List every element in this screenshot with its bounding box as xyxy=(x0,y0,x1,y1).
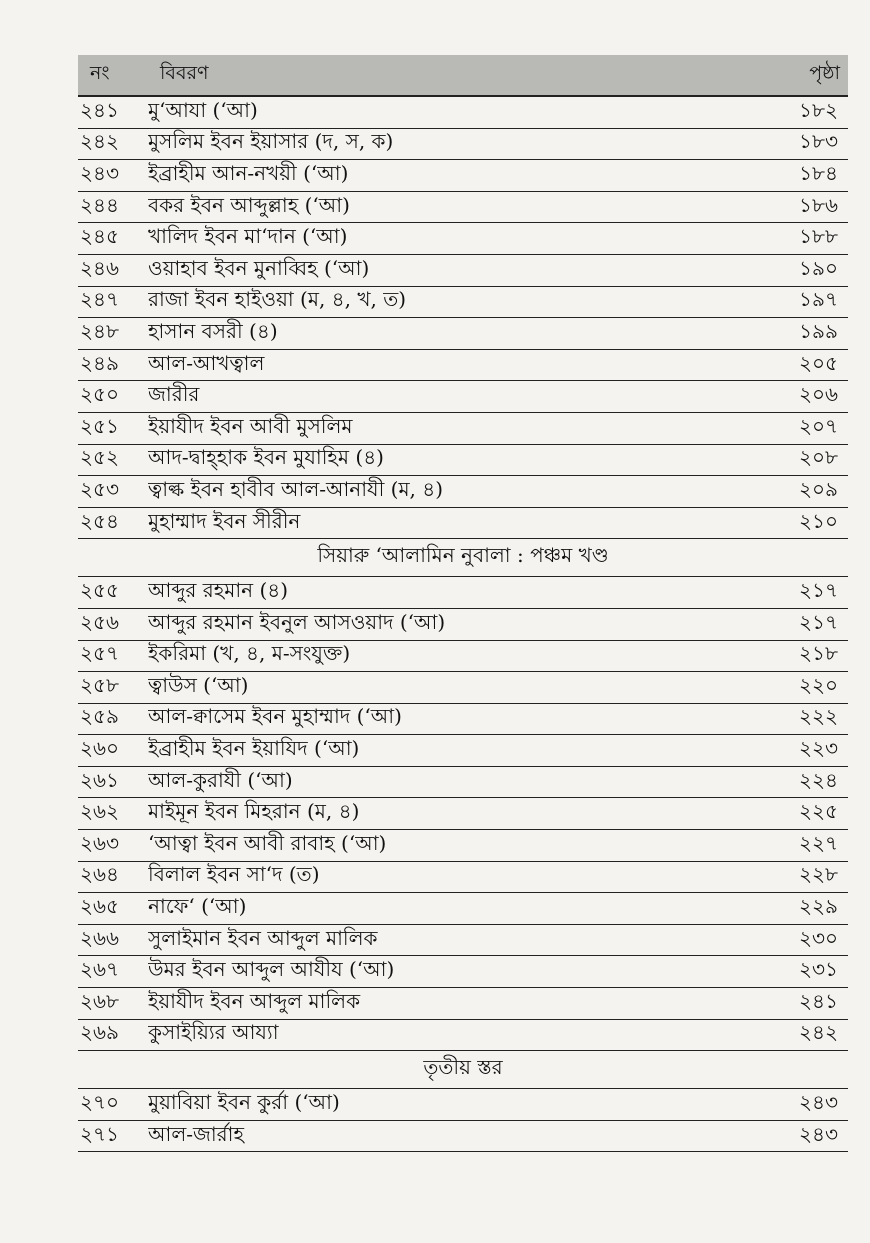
entry-number: ২৬১ xyxy=(80,767,119,792)
entry-description: সুলাইমান ইবন আব্দুল মালিক xyxy=(148,925,378,950)
table-row xyxy=(78,381,848,413)
entry-description: বিলাল ইবন সা‘দ (ত) xyxy=(148,862,320,887)
table-header xyxy=(78,55,848,97)
entry-page-number: ২২২ xyxy=(798,704,838,729)
table-row xyxy=(78,767,848,799)
entry-page-number: ২০৫ xyxy=(799,350,838,375)
entry-description: মুহাম্মাদ ইবন সীরীন xyxy=(148,508,301,533)
table-row xyxy=(78,735,848,767)
column-description-header: বিবরণ xyxy=(160,62,209,84)
entry-description: ইয়াযীদ ইবন আব্দুল মালিক xyxy=(148,988,361,1013)
entry-description: ইয়াযীদ ইবন আবী মুসলিম xyxy=(148,413,353,438)
entry-page-number: ২৪৩ xyxy=(799,1121,838,1146)
entry-number: ২৫২ xyxy=(80,445,119,470)
entry-description: উমর ইবন আব্দুল আযীয (‘আ) xyxy=(148,957,395,982)
entry-number: ২৪১ xyxy=(80,97,119,122)
table-row xyxy=(78,223,848,255)
table-row xyxy=(78,476,848,508)
entry-description: নাফে‘ (‘আ) xyxy=(148,894,247,919)
entry-description: খালিদ ইবন মা‘দান (‘আ) xyxy=(148,224,348,249)
table-row xyxy=(78,672,848,704)
entry-number: ২৭০ xyxy=(80,1090,120,1115)
entry-description: আল-আখত্বাল xyxy=(148,350,265,375)
entry-number: ২৫৯ xyxy=(80,704,119,729)
entry-description: মু‘আযা (‘আ) xyxy=(148,97,258,122)
table-row xyxy=(78,255,848,287)
table-row xyxy=(78,413,848,445)
entry-description: বকর ইবন আব্দুল্লাহ (‘আ) xyxy=(148,192,350,217)
entry-number: ২৫৭ xyxy=(80,641,119,666)
entry-description: আল-জার্রাহ xyxy=(148,1121,244,1146)
table-of-contents xyxy=(78,55,848,1152)
entry-description: ‘আত্বা ইবন আবী রাবাহ (‘আ) xyxy=(148,830,387,855)
entry-page-number: ২২৪ xyxy=(799,767,838,792)
entry-page-number: ১৮২ xyxy=(799,97,838,122)
entry-description: ওয়াহাব ইবন মুনাব্বিহ (‘আ) xyxy=(148,255,370,280)
table-row xyxy=(78,704,848,736)
entry-number: ২৬২ xyxy=(80,799,120,824)
entry-page-number: ১৮৪ xyxy=(799,160,838,185)
entry-page-number: ২৩০ xyxy=(798,925,838,950)
entry-page-number: ২১৭ xyxy=(799,609,838,634)
section-heading-volume-5: সিয়ারু ‘আলামিন নুবালা : পঞ্চম খণ্ড xyxy=(78,539,848,577)
entry-page-number: ২২৯ xyxy=(799,894,838,919)
table-row xyxy=(78,1121,848,1153)
entry-description: আদ-দ্বাহ্হাক ইবন মুযাহিম (৪) xyxy=(148,445,384,470)
table-row xyxy=(78,641,848,673)
entry-description: আল-ক্বাসেম ইবন মুহাম্মাদ (‘আ) xyxy=(148,704,402,729)
entry-number: ২৬৯ xyxy=(80,1020,119,1045)
entry-page-number: ১৯০ xyxy=(799,255,838,280)
entry-number: ২৫৪ xyxy=(80,508,119,533)
entry-description: হাসান বসরী (৪) xyxy=(148,318,278,343)
entry-group-3 xyxy=(78,1089,848,1152)
entry-number: ২৬৮ xyxy=(80,988,119,1013)
entry-number: ২৪৯ xyxy=(80,350,119,375)
entry-number: ২৬০ xyxy=(80,736,120,761)
entry-number: ২৪৮ xyxy=(80,318,119,343)
entry-page-number: ১৮৬ xyxy=(799,192,838,217)
entry-page-number: ১৮৮ xyxy=(799,224,838,249)
entry-group-2 xyxy=(78,577,848,1051)
entry-page-number: ২১০ xyxy=(799,508,838,533)
entry-number: ২৬৪ xyxy=(80,862,119,887)
table-row xyxy=(78,287,848,319)
entry-group-1 xyxy=(78,97,848,539)
table-row xyxy=(78,893,848,925)
entry-page-number: ২০৮ xyxy=(799,445,838,470)
entry-number: ২৫৩ xyxy=(80,476,119,501)
entry-description: মুসলিম ইবন ইয়াসার (দ, স, ক) xyxy=(148,129,394,154)
table-row xyxy=(78,129,848,161)
entry-number: ২৪৫ xyxy=(80,224,119,249)
entry-number: ২৬৭ xyxy=(80,957,120,982)
entry-page-number: ২০৬ xyxy=(798,382,838,407)
table-row xyxy=(78,925,848,957)
table-row xyxy=(78,577,848,609)
table-row xyxy=(78,508,848,540)
table-row xyxy=(78,97,848,129)
entry-description: ইকরিমা (খ, ৪, ম-সংযুক্ত) xyxy=(148,641,351,666)
table-row xyxy=(78,609,848,641)
entry-page-number: ২২৮ xyxy=(799,862,838,887)
table-row xyxy=(78,798,848,830)
column-number-header: নং xyxy=(90,62,110,84)
table-row xyxy=(78,1089,848,1121)
table-row xyxy=(78,350,848,382)
entry-number: ২৪৬ xyxy=(80,255,119,280)
entry-description: রাজা ইবন হাইওয়া (ম, ৪, খ, ত) xyxy=(148,287,407,312)
table-row xyxy=(78,956,848,988)
entry-page-number: ২১৮ xyxy=(799,641,838,666)
entry-description: কুসাইয়্যির আয্যা xyxy=(148,1020,279,1045)
entry-description: ত্বাউস (‘আ) xyxy=(148,672,249,697)
entry-page-number: ২২০ xyxy=(798,672,838,697)
entry-description: আব্দুর রহমান (৪) xyxy=(148,578,289,603)
entry-page-number: ২১৭ xyxy=(799,578,838,603)
entry-page-number: ১৯৯ xyxy=(799,318,838,343)
section-heading-third-tier: তৃতীয় স্তর xyxy=(78,1051,848,1089)
table-row xyxy=(78,988,848,1020)
entry-description: আল-কুরাযী (‘আ) xyxy=(148,767,293,792)
entry-page-number: ২৪১ xyxy=(799,988,838,1013)
table-row xyxy=(78,192,848,224)
entry-description: ত্বাল্ক ইবন হাবীব আল-আনাযী (ম, ৪) xyxy=(148,476,444,501)
entry-page-number: ১৮৩ xyxy=(799,129,838,154)
entry-number: ২৬৬ xyxy=(80,925,120,950)
entry-number: ২৪৪ xyxy=(80,192,119,217)
table-row xyxy=(78,830,848,862)
entry-description: মাইমূন ইবন মিহরান (ম, ৪) xyxy=(148,799,360,824)
entry-page-number: ২৪২ xyxy=(799,1020,838,1045)
entry-description: ইব্রাহীম ইবন ইয়াযিদ (‘আ) xyxy=(148,736,360,761)
table-row xyxy=(78,160,848,192)
entry-number: ২৫১ xyxy=(80,413,119,438)
entry-number: ২৬৫ xyxy=(80,894,119,919)
entry-page-number: ২২৫ xyxy=(799,799,838,824)
entry-description: মুয়াবিয়া ইবন কুর্রা (‘আ) xyxy=(148,1090,340,1115)
entry-number: ২৬৩ xyxy=(80,830,120,855)
entry-number: ২৫৬ xyxy=(80,609,119,634)
entry-number: ২৭১ xyxy=(80,1121,119,1146)
table-row xyxy=(78,445,848,477)
entry-page-number: ২০৭ xyxy=(798,413,838,438)
table-row xyxy=(78,862,848,894)
entry-page-number: ২০৯ xyxy=(799,476,838,501)
entry-page-number: ২২৩ xyxy=(798,736,838,761)
entry-number: ২৫৫ xyxy=(80,578,119,603)
entry-number: ২৪৩ xyxy=(80,160,119,185)
entry-description: জারীর xyxy=(148,382,200,407)
table-row xyxy=(78,318,848,350)
table-row xyxy=(78,1020,848,1052)
entry-description: আব্দুর রহমান ইবনুল আসওয়াদ (‘আ) xyxy=(148,609,446,634)
entry-page-number: ২৩১ xyxy=(799,957,838,982)
entry-page-number: ২২৭ xyxy=(798,830,838,855)
entry-description: ইব্রাহীম আন-নখয়ী (‘আ) xyxy=(148,160,349,185)
entry-number: ২৪২ xyxy=(80,129,119,154)
entry-number: ২৫৮ xyxy=(80,672,119,697)
entry-page-number: ১৯৭ xyxy=(799,287,838,312)
entry-page-number: ২৪৩ xyxy=(799,1090,838,1115)
entry-number: ২৫০ xyxy=(80,382,119,407)
entry-number: ২৪৭ xyxy=(80,287,119,312)
column-page-header: পৃষ্ঠা xyxy=(809,62,840,84)
